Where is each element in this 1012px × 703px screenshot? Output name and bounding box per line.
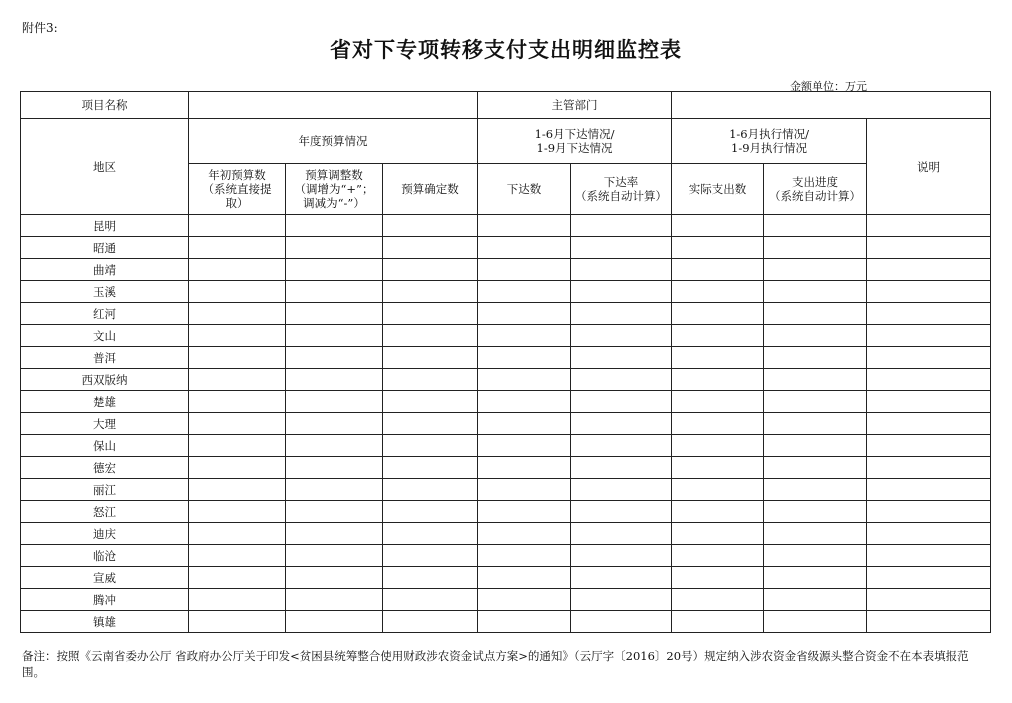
budget-adjust-cell[interactable] xyxy=(286,611,383,633)
allocation-rate-cell[interactable] xyxy=(571,457,672,479)
actual-spend-cell[interactable] xyxy=(672,567,764,589)
remarks-cell[interactable] xyxy=(867,545,991,567)
spend-progress-cell[interactable] xyxy=(764,589,867,611)
table-row xyxy=(21,523,991,545)
initial-budget-header: 年初预算数 （系统直接提 取） xyxy=(189,164,286,215)
budget-adjust-cell[interactable] xyxy=(286,303,383,325)
initial-budget-cell[interactable] xyxy=(189,457,286,479)
project-name-field[interactable] xyxy=(189,92,478,119)
confirmed-budget-cell[interactable] xyxy=(383,545,478,567)
allocated-cell[interactable] xyxy=(478,347,571,369)
allocation-rate-cell[interactable] xyxy=(571,567,672,589)
spend-progress-cell[interactable] xyxy=(764,325,867,347)
remarks-cell[interactable] xyxy=(867,567,991,589)
remarks-cell[interactable] xyxy=(867,479,991,501)
initial-budget-cell[interactable] xyxy=(189,567,286,589)
remarks-cell[interactable] xyxy=(867,215,991,237)
initial-budget-cell[interactable] xyxy=(189,589,286,611)
actual-spend-cell[interactable] xyxy=(672,303,764,325)
allocation-rate-cell[interactable] xyxy=(571,589,672,611)
region-name: 迪庆 xyxy=(21,523,189,545)
confirmed-budget-cell[interactable] xyxy=(383,391,478,413)
allocated-cell[interactable] xyxy=(478,369,571,391)
allocation-rate-cell[interactable] xyxy=(571,391,672,413)
actual-spend-cell[interactable] xyxy=(672,435,764,457)
confirmed-budget-cell[interactable] xyxy=(383,303,478,325)
budget-adjust-cell[interactable] xyxy=(286,523,383,545)
region-name: 宣威 xyxy=(21,567,189,589)
table-row xyxy=(21,479,991,501)
allocation-rate-cell[interactable] xyxy=(571,303,672,325)
allocated-cell[interactable] xyxy=(478,457,571,479)
allocated-header: 下达数 xyxy=(478,164,571,215)
annual-budget-header: 年度预算情况 xyxy=(189,119,478,164)
confirmed-budget-cell[interactable] xyxy=(383,611,478,633)
initial-budget-cell[interactable] xyxy=(189,325,286,347)
allocated-cell[interactable] xyxy=(478,237,571,259)
initial-budget-cell[interactable] xyxy=(189,303,286,325)
remarks-cell[interactable] xyxy=(867,457,991,479)
region-name: 西双版纳 xyxy=(21,369,189,391)
spend-progress-cell[interactable] xyxy=(764,413,867,435)
initial-budget-cell[interactable] xyxy=(189,435,286,457)
spend-progress-cell[interactable] xyxy=(764,523,867,545)
budget-adjust-cell[interactable] xyxy=(286,259,383,281)
region-name: 楚雄 xyxy=(21,391,189,413)
confirmed-budget-cell[interactable] xyxy=(383,589,478,611)
allocated-cell[interactable] xyxy=(478,567,571,589)
actual-spend-cell[interactable] xyxy=(672,325,764,347)
budget-adjust-cell[interactable] xyxy=(286,545,383,567)
actual-spend-cell[interactable] xyxy=(672,545,764,567)
budget-adjust-cell[interactable] xyxy=(286,237,383,259)
allocation-rate-cell[interactable] xyxy=(571,435,672,457)
remarks-cell[interactable] xyxy=(867,391,991,413)
allocated-cell[interactable] xyxy=(478,259,571,281)
initial-budget-cell[interactable] xyxy=(189,611,286,633)
confirmed-budget-cell[interactable] xyxy=(383,413,478,435)
initial-budget-cell[interactable] xyxy=(189,347,286,369)
allocation-rate-cell[interactable] xyxy=(571,259,672,281)
allocated-cell[interactable] xyxy=(478,303,571,325)
attachment-label: 附件3: xyxy=(22,21,58,35)
spend-progress-cell[interactable] xyxy=(764,479,867,501)
table-row xyxy=(21,391,991,413)
budget-adjust-cell[interactable] xyxy=(286,479,383,501)
project-name-label: 项目名称 xyxy=(21,92,189,119)
table-row xyxy=(21,413,991,435)
remarks-cell[interactable] xyxy=(867,303,991,325)
remarks-cell[interactable] xyxy=(867,281,991,303)
actual-spend-cell[interactable] xyxy=(672,457,764,479)
page-title: 省对下专项转移支付支出明细监控表 xyxy=(330,37,682,62)
budget-adjust-cell[interactable] xyxy=(286,567,383,589)
actual-spend-header: 实际支出数 xyxy=(672,164,764,215)
spend-progress-cell[interactable] xyxy=(764,457,867,479)
allocation-rate-cell[interactable] xyxy=(571,369,672,391)
allocated-cell[interactable] xyxy=(478,413,571,435)
table-row xyxy=(21,237,991,259)
allocated-cell[interactable] xyxy=(478,325,571,347)
dept-label: 主管部门 xyxy=(478,92,672,119)
remarks-cell[interactable] xyxy=(867,413,991,435)
allocation-rate-cell[interactable] xyxy=(571,501,672,523)
region-name: 临沧 xyxy=(21,545,189,567)
remarks-cell[interactable] xyxy=(867,523,991,545)
region-name: 镇雄 xyxy=(21,611,189,633)
initial-budget-cell[interactable] xyxy=(189,237,286,259)
footnote: 备注：按照《云南省委办公厅 省政府办公厅关于印发<贫困县统筹整合使用财政涉农资金试点方案>的通知》（云厅字〔2016〕20号）规定纳入涉农资金省级源头整合资金不在本表填报范围。 xyxy=(22,649,969,679)
remarks-cell[interactable] xyxy=(867,611,991,633)
initial-budget-cell[interactable] xyxy=(189,501,286,523)
region-name: 玉溪 xyxy=(21,281,189,303)
remarks-cell[interactable] xyxy=(867,325,991,347)
allocation-rate-cell[interactable] xyxy=(571,281,672,303)
region-name: 大理 xyxy=(21,413,189,435)
confirmed-budget-cell[interactable] xyxy=(383,259,478,281)
confirmed-budget-cell[interactable] xyxy=(383,479,478,501)
table-row xyxy=(21,215,991,237)
spend-progress-header: 支出进度 （系统自动计算） xyxy=(764,164,867,215)
confirmed-budget-cell[interactable] xyxy=(383,325,478,347)
spend-progress-cell[interactable] xyxy=(764,237,867,259)
spend-progress-cell[interactable] xyxy=(764,369,867,391)
actual-spend-cell[interactable] xyxy=(672,589,764,611)
initial-budget-cell[interactable] xyxy=(189,369,286,391)
allocated-cell[interactable] xyxy=(478,589,571,611)
budget-adjust-cell[interactable] xyxy=(286,391,383,413)
region-name: 红河 xyxy=(21,303,189,325)
budget-adjust-cell[interactable] xyxy=(286,347,383,369)
spend-progress-cell[interactable] xyxy=(764,281,867,303)
initial-budget-cell[interactable] xyxy=(189,215,286,237)
allocated-cell[interactable] xyxy=(478,611,571,633)
remarks-cell[interactable] xyxy=(867,237,991,259)
spend-progress-cell[interactable] xyxy=(764,391,867,413)
actual-spend-cell[interactable] xyxy=(672,369,764,391)
spend-progress-cell[interactable] xyxy=(764,435,867,457)
remarks-cell[interactable] xyxy=(867,369,991,391)
initial-budget-cell[interactable] xyxy=(189,479,286,501)
allocation-rate-cell[interactable] xyxy=(571,479,672,501)
table-row xyxy=(21,303,991,325)
allocated-cell[interactable] xyxy=(478,215,571,237)
remarks-header: 说明 xyxy=(867,119,991,215)
monitoring-table xyxy=(20,91,991,633)
budget-adjust-cell[interactable] xyxy=(286,215,383,237)
initial-budget-cell[interactable] xyxy=(189,281,286,303)
table-row xyxy=(21,325,991,347)
budget-adjust-cell[interactable] xyxy=(286,435,383,457)
allocation-rate-cell[interactable] xyxy=(571,545,672,567)
table-row xyxy=(21,435,991,457)
remarks-cell[interactable] xyxy=(867,259,991,281)
allocated-cell[interactable] xyxy=(478,391,571,413)
allocation-rate-cell[interactable] xyxy=(571,523,672,545)
actual-spend-cell[interactable] xyxy=(672,347,764,369)
allocated-cell[interactable] xyxy=(478,523,571,545)
initial-budget-cell[interactable] xyxy=(189,523,286,545)
remarks-cell[interactable] xyxy=(867,347,991,369)
confirmed-budget-cell[interactable] xyxy=(383,567,478,589)
allocation-rate-cell[interactable] xyxy=(571,413,672,435)
remarks-cell[interactable] xyxy=(867,501,991,523)
table-row xyxy=(21,545,991,567)
budget-adjust-cell[interactable] xyxy=(286,457,383,479)
table-row xyxy=(21,347,991,369)
actual-spend-cell[interactable] xyxy=(672,237,764,259)
allocated-cell[interactable] xyxy=(478,545,571,567)
initial-budget-cell[interactable] xyxy=(189,259,286,281)
allocation-rate-cell[interactable] xyxy=(571,347,672,369)
confirmed-budget-header: 预算确定数 xyxy=(383,164,478,215)
budget-adjust-cell[interactable] xyxy=(286,589,383,611)
initial-budget-cell[interactable] xyxy=(189,391,286,413)
dept-field[interactable] xyxy=(672,92,991,119)
table-row xyxy=(21,457,991,479)
region-name: 丽江 xyxy=(21,479,189,501)
actual-spend-cell[interactable] xyxy=(672,501,764,523)
spend-progress-cell[interactable] xyxy=(764,567,867,589)
actual-spend-cell[interactable] xyxy=(672,523,764,545)
region-name: 保山 xyxy=(21,435,189,457)
table-row xyxy=(21,501,991,523)
budget-adjust-cell[interactable] xyxy=(286,281,383,303)
confirmed-budget-cell[interactable] xyxy=(383,501,478,523)
actual-spend-cell[interactable] xyxy=(672,611,764,633)
confirmed-budget-cell[interactable] xyxy=(383,215,478,237)
allocation-rate-cell[interactable] xyxy=(571,215,672,237)
confirmed-budget-cell[interactable] xyxy=(383,237,478,259)
allocation-header: 1-6月下达情况/ 1-9月下达情况 xyxy=(478,119,672,164)
execution-header: 1-6月执行情况/ 1-9月执行情况 xyxy=(672,119,867,164)
allocation-rate-cell[interactable] xyxy=(571,325,672,347)
allocation-rate-header: 下达率 （系统自动计算） xyxy=(571,164,672,215)
spend-progress-cell[interactable] xyxy=(764,611,867,633)
actual-spend-cell[interactable] xyxy=(672,391,764,413)
confirmed-budget-cell[interactable] xyxy=(383,435,478,457)
region-name: 普洱 xyxy=(21,347,189,369)
budget-adjust-header: 预算调整数 （调增为“+”； 调减为“-”） xyxy=(286,164,383,215)
region-name: 昭通 xyxy=(21,237,189,259)
confirmed-budget-cell[interactable] xyxy=(383,369,478,391)
actual-spend-cell[interactable] xyxy=(672,259,764,281)
table-row xyxy=(21,611,991,633)
region-name: 腾冲 xyxy=(21,589,189,611)
allocated-cell[interactable] xyxy=(478,281,571,303)
budget-adjust-cell[interactable] xyxy=(286,501,383,523)
budget-adjust-cell[interactable] xyxy=(286,369,383,391)
confirmed-budget-cell[interactable] xyxy=(383,457,478,479)
region-name: 德宏 xyxy=(21,457,189,479)
actual-spend-cell[interactable] xyxy=(672,479,764,501)
spend-progress-cell[interactable] xyxy=(764,303,867,325)
table-row xyxy=(21,259,991,281)
region-name: 文山 xyxy=(21,325,189,347)
spend-progress-cell[interactable] xyxy=(764,215,867,237)
remarks-cell[interactable] xyxy=(867,589,991,611)
actual-spend-cell[interactable] xyxy=(672,215,764,237)
spend-progress-cell[interactable] xyxy=(764,501,867,523)
table-row xyxy=(21,567,991,589)
allocation-rate-cell[interactable] xyxy=(571,237,672,259)
region-name: 曲靖 xyxy=(21,259,189,281)
confirmed-budget-cell[interactable] xyxy=(383,281,478,303)
actual-spend-cell[interactable] xyxy=(672,281,764,303)
budget-adjust-cell[interactable] xyxy=(286,413,383,435)
region-header: 地区 xyxy=(21,119,189,215)
spend-progress-cell[interactable] xyxy=(764,259,867,281)
budget-adjust-cell[interactable] xyxy=(286,325,383,347)
actual-spend-cell[interactable] xyxy=(672,413,764,435)
initial-budget-cell[interactable] xyxy=(189,545,286,567)
initial-budget-cell[interactable] xyxy=(189,413,286,435)
confirmed-budget-cell[interactable] xyxy=(383,347,478,369)
allocated-cell[interactable] xyxy=(478,479,571,501)
region-name: 昆明 xyxy=(21,215,189,237)
remarks-cell[interactable] xyxy=(867,435,991,457)
confirmed-budget-cell[interactable] xyxy=(383,523,478,545)
allocated-cell[interactable] xyxy=(478,501,571,523)
spend-progress-cell[interactable] xyxy=(764,545,867,567)
allocated-cell[interactable] xyxy=(478,435,571,457)
amount-unit: 金额单位：万元 xyxy=(790,80,867,93)
region-name: 怒江 xyxy=(21,501,189,523)
table-row xyxy=(21,369,991,391)
table-row xyxy=(21,281,991,303)
table-row xyxy=(21,589,991,611)
spend-progress-cell[interactable] xyxy=(764,347,867,369)
allocation-rate-cell[interactable] xyxy=(571,611,672,633)
